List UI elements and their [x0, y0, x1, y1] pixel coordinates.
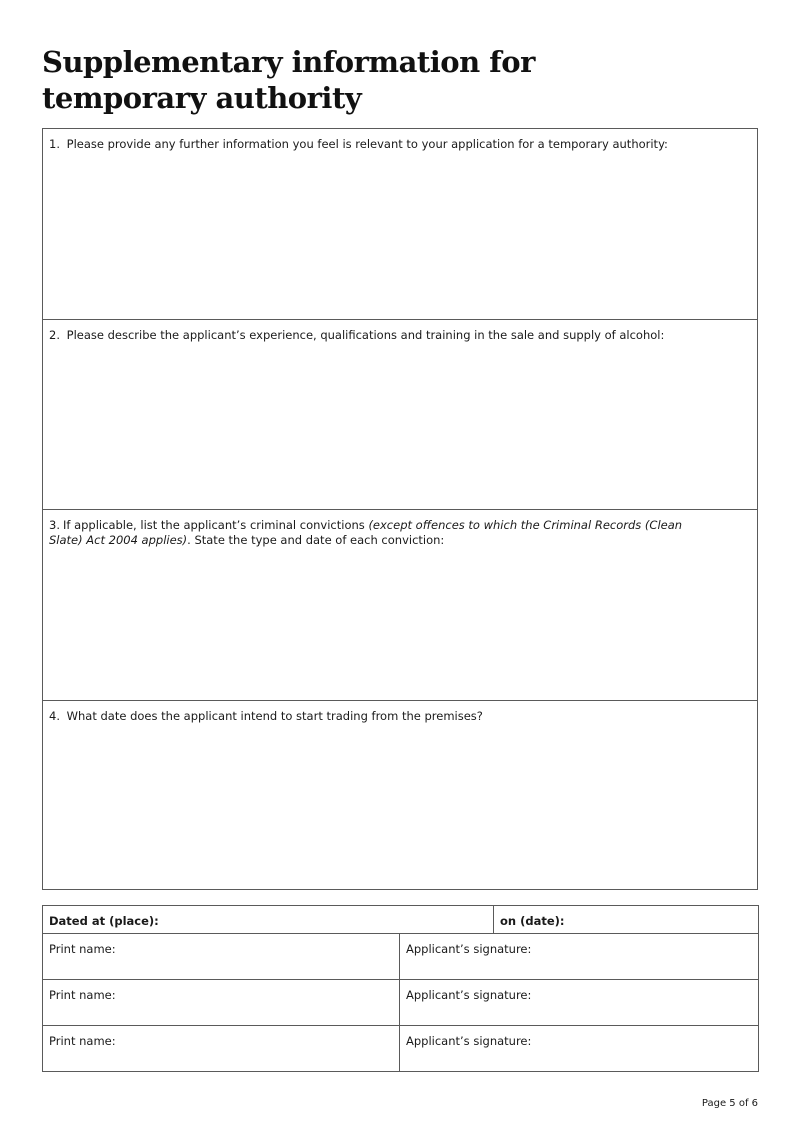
signature-row [43, 980, 759, 1026]
applicant-signature-field[interactable] [400, 934, 759, 980]
signature-row [43, 1026, 759, 1072]
on-date-label: on (date): [500, 914, 565, 928]
questions-box [42, 128, 758, 890]
page-title-line-2: temporary authority [42, 81, 362, 115]
print-name-label: Print name: [49, 988, 116, 1002]
question-4-number: 4. [49, 708, 60, 723]
signature-table [42, 905, 759, 1072]
question-4-text: What date does the applicant intend to start trading from the premises? [66, 708, 483, 723]
question-3-number: 3. [49, 518, 60, 532]
print-name-field[interactable] [43, 980, 400, 1026]
applicant-signature-field[interactable] [400, 1026, 759, 1072]
page-title-line-1: Supplementary information for [42, 45, 535, 79]
question-1-text: Please provide any further information you feel is relevant to your application for a temporary authority: [66, 137, 668, 151]
question-2-field[interactable] [43, 320, 757, 511]
print-name-label: Print name: [49, 1034, 116, 1048]
dated-at-place-field[interactable] [43, 906, 494, 934]
applicant-signature-label: Applicant’s signature: [406, 988, 532, 1002]
print-name-label: Print name: [49, 942, 116, 956]
signature-row [43, 934, 759, 980]
applicant-signature-label: Applicant’s signature: [406, 942, 532, 956]
print-name-field[interactable] [43, 934, 400, 980]
question-3-text-after: . State the type and date of each conviction: [187, 533, 445, 547]
page-title [42, 44, 535, 116]
page-number: Page 5 of 6 [701, 1098, 758, 1109]
dated-at-place-label: Dated at (place): [49, 914, 159, 928]
question-2-text: Please describe the applicant’s experience, qualifications and training in the sale and supply of alcohol: [66, 327, 665, 342]
question-3-text-italic: (except offences to which the Criminal Records (Clean Slate) Act 2004 applies) [49, 518, 683, 547]
print-name-field[interactable] [43, 1026, 400, 1072]
on-date-field[interactable] [494, 906, 759, 934]
question-1-field[interactable] [43, 129, 757, 320]
question-3-field[interactable] [43, 510, 757, 701]
applicant-signature-label: Applicant’s signature: [406, 1034, 532, 1048]
question-1-number: 1. [49, 137, 60, 151]
question-3-text-before: If applicable, list the applicant’s criminal convictions [62, 518, 369, 532]
question-2-number: 2. [49, 327, 60, 342]
question-4-field[interactable] [43, 701, 757, 892]
dated-row [43, 906, 759, 934]
applicant-signature-field[interactable] [400, 980, 759, 1026]
